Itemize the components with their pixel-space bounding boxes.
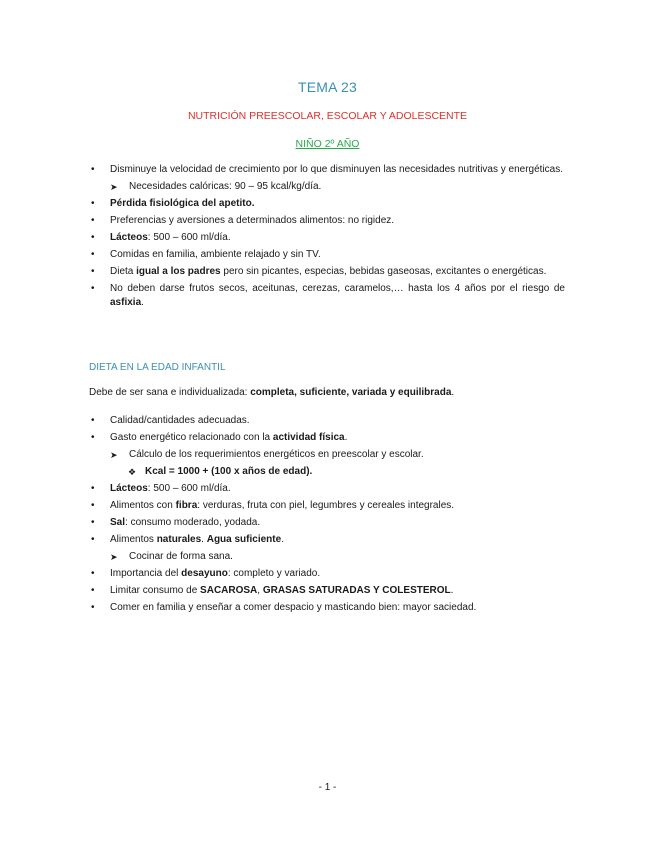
list-item: • Gasto energético relacionado con la actividad física. (91, 432, 348, 443)
bullet-icon: • (91, 585, 95, 596)
list-item: • Comer en familia y enseñar a comer despacio y masticando bien: mayor saciedad. (91, 602, 477, 613)
page-subtitle: NUTRICIÓN PREESCOLAR, ESCOLAR Y ADOLESCENTE (187, 110, 468, 122)
bullet-icon: • (91, 483, 95, 494)
bullet-icon: • (91, 517, 95, 528)
list-item: • Dieta igual a los padres pero sin picantes, especias, bebidas gaseosas, excitantes o energéticas. (91, 266, 547, 277)
list-item: • Pérdida fisiológica del apetito. (91, 198, 255, 209)
list-item: • Lácteos: 500 – 600 ml/día. (91, 483, 231, 494)
bullet-icon: • (91, 602, 95, 613)
section-heading-dieta: DIETA EN LA EDAD INFANTIL (89, 362, 226, 373)
page-number: - 1 - (318, 782, 337, 793)
list-item: • Disminuye la velocidad de crecimiento por lo que disminuyen las necesidades nutritivas y energéticas. (91, 164, 564, 175)
list-item: ➤ Cocinar de forma sana. (110, 551, 233, 562)
section-intro: Debe de ser sana e individualizada: completa, suficiente, variada y equilibrada. (89, 387, 455, 398)
list-item: ❖ Kcal = 1000 + (100 x años de edad). (128, 466, 313, 477)
list-item: • Lácteos: 500 – 600 ml/día. (91, 232, 231, 243)
list-item: • No deben darse frutos secos, aceitunas, cerezas, caramelos,… hasta los 4 años por el riesgo de asfixia. (91, 283, 565, 308)
bullet-icon: • (91, 215, 95, 226)
diamond-icon: ❖ (128, 467, 137, 477)
bullet-icon: • (91, 164, 95, 175)
bullet-icon: • (91, 232, 95, 243)
bullet-icon: • (91, 283, 95, 294)
page-title: TEMA 23 (298, 79, 357, 95)
bullet-icon: • (91, 198, 95, 209)
bullet-icon: • (91, 534, 95, 545)
bullet-icon: • (91, 432, 95, 443)
list-dieta (89, 414, 565, 618)
list-nino (89, 163, 565, 313)
arrow-icon: ➤ (110, 552, 118, 562)
section-heading-nino: NIÑO 2º AÑO (295, 138, 360, 150)
list-item: • Importancia del desayuno: completo y variado. (91, 568, 321, 579)
list-item: • Alimentos con fibra: verduras, fruta con piel, legumbres y cereales integrales. (91, 500, 455, 511)
list-item: • Preferencias y aversiones a determinados alimentos: no rigidez. (91, 215, 395, 226)
list-item: • Comidas en familia, ambiente relajado y sin TV. (91, 249, 321, 260)
bullet-icon: • (91, 500, 95, 511)
list-item: • Alimentos naturales. Agua suficiente. (91, 534, 284, 545)
list-item: • Sal: consumo moderado, yodada. (91, 517, 261, 528)
arrow-icon: ➤ (110, 182, 118, 192)
bullet-icon: • (91, 266, 95, 277)
arrow-icon: ➤ (110, 450, 118, 460)
bullet-icon: • (91, 249, 95, 260)
list-item: ➤ Necesidades calóricas: 90 – 95 kcal/kg/día. (110, 181, 322, 192)
list-item: ➤ Cálculo de los requerimientos energéticos en preescolar y escolar. (110, 449, 424, 460)
list-item: • Calidad/cantidades adecuadas. (91, 415, 250, 426)
bullet-icon: • (91, 568, 95, 579)
bullet-icon: • (91, 415, 95, 426)
list-item: • Limitar consumo de SACAROSA, GRASAS SATURADAS Y COLESTEROL. (91, 585, 454, 596)
